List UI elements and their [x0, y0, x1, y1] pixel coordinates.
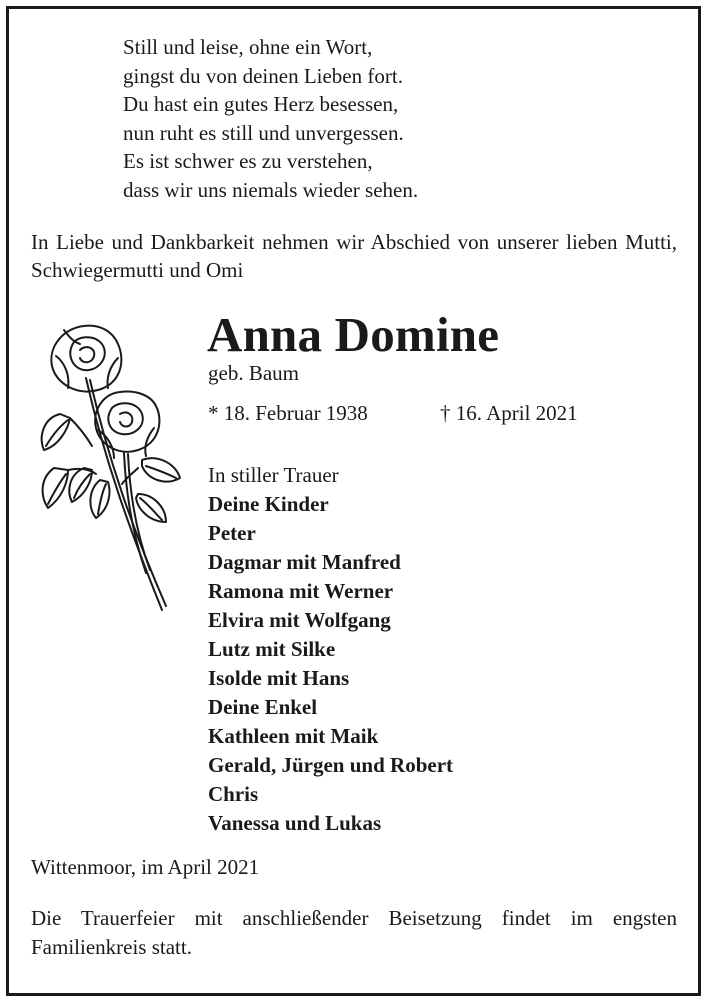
mourner-entry: Gerald, Jürgen und Robert — [208, 753, 454, 777]
poem-line: Still und leise, ohne ein Wort, — [123, 35, 373, 59]
mourner-entry: Deine Kinder — [208, 492, 329, 516]
poem-line: Es ist schwer es zu verstehen, — [123, 149, 373, 174]
mourner-entry: Isolde mit Hans — [208, 666, 350, 690]
poem — [123, 33, 418, 205]
mourners-list — [208, 461, 453, 838]
maiden-name: geb. Baum — [208, 361, 299, 385]
mourner-entry: Deine Enkel — [208, 695, 318, 719]
intro-text: In Liebe und Dankbarkeit nehmen wir Abschied von unserer lieben Mutti, Schwiegermutti und Omi — [31, 230, 677, 282]
place-date: Wittenmoor, im April 2021 — [31, 855, 260, 879]
mourner-entry: Peter — [208, 521, 256, 545]
death-date: † 16. April 2021 — [440, 401, 578, 425]
poem-line: dass wir uns niemals wieder sehen. — [123, 177, 419, 202]
mourner-entry: Lutz mit Silke — [208, 637, 336, 661]
poem-line: gingst du von deinen Lieben fort. — [123, 63, 403, 88]
mourner-entry: Kathleen mit Maik — [208, 724, 379, 748]
poem-line: Du hast ein gutes Herz besessen, — [123, 92, 399, 117]
mourner-entry: Ramona mit Werner — [208, 579, 394, 603]
deceased-name: Anna Domine — [207, 307, 500, 362]
mourner-entry: Vanessa und Lukas — [208, 811, 382, 835]
poem-line: nun ruht es still und unvergessen. — [123, 120, 404, 145]
mourner-entry: Chris — [208, 782, 259, 806]
mourner-entry: Elvira mit Wolfgang — [208, 608, 391, 632]
mourner-entry: Dagmar mit Manfred — [208, 550, 401, 574]
mourners-lead: In stiller Trauer — [208, 463, 339, 487]
rose-illustration-icon — [34, 318, 184, 618]
birth-date: * 18. Februar 1938 — [208, 401, 368, 425]
funeral-notice: Die Trauerfeier mit anschließender Beisetzung findet im engsten Familienkreis statt. — [31, 906, 677, 959]
